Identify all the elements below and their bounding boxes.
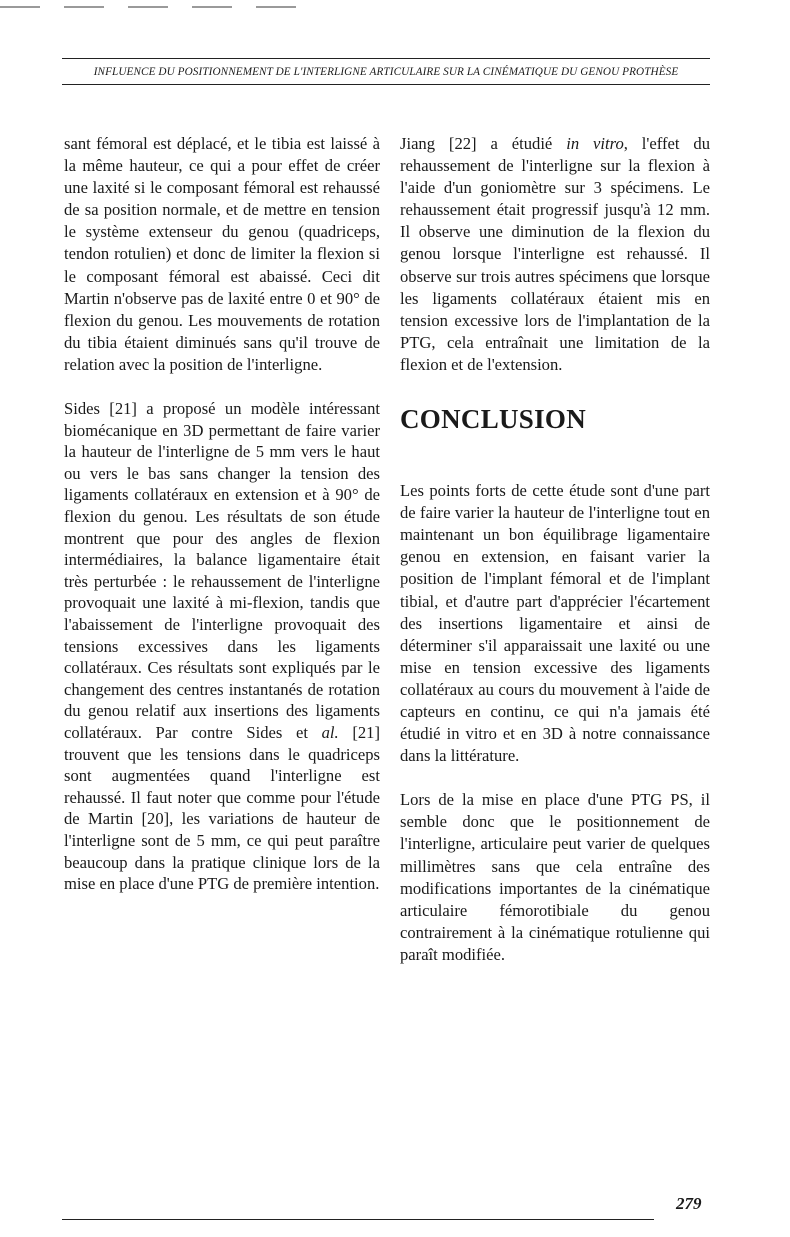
right-column xyxy=(400,133,710,988)
page-number: 279 xyxy=(676,1194,702,1213)
paragraph-text: Jiang [22] a étudié xyxy=(400,134,567,153)
body-paragraph: sant fémoral est déplacé, et le tibia est laissé à la même hauteur, ce qui a pour effet de créer une laxité si le composant fémoral est rehaussé de sa position normale, et de mettre en tension le système extenseur du genou (quadriceps, tendon rotulien) et donc de limiter la flexion si le composant fémoral est abaissé. Ceci dit Martin n'observe pas de laxité entre 0 et 90° de flexion du genou. Les mouvements de rotation du tibia étaient diminués sans qu'il trouve de relation avec la position de l'interligne. xyxy=(64,134,380,374)
body-paragraph xyxy=(400,133,710,376)
header-rule-top xyxy=(62,58,710,59)
section-heading: CONCLUSION xyxy=(400,404,587,435)
italic-term: al. xyxy=(321,722,339,742)
paragraph-text: [21] trouvent que les tensions dans le quadriceps sont augmentées quand l'interligne est rehaussé. Il faut noter que comme pour l'étude de Martin [20], les variations de hauteur de l'interligne sont de 5 mm, ce qui peut paraître beaucoup dans la pratique clinique lors de la mise en place d'une PTG de première intention. xyxy=(64,722,380,894)
body-paragraph: Lors de la mise en place d'une PTG PS, il semble donc que le positionnement de l'interligne, articulaire peut varier de quelques millimètres sans que cela entraîne des modifications importantes de la cinématique articulaire fémorotibiale du genou contrairement à la cinématique rotulienne qui paraît modifiée. xyxy=(400,790,710,964)
paragraph-text: , l'effet du rehaussement de l'interligne sur la flexion à l'aide d'un goniomètre sur 3 spécimens. Le rehaussement était progressif jusqu'à 12 mm. Il observe une diminution de la flexion du genou lorsque l'interligne est rehaussé. Il observe sur trois autres spécimens que lorsque les ligaments collatéraux étaient mis en tension excessive lors de l'implantation de la PTG, cela entraînait une limitation de la flexion et de l'extension. xyxy=(400,134,710,374)
paragraph-text: Sides [21] a proposé un modèle intéressant biomécanique en 3D permettant de faire varier la hauteur de l'interligne de 5 mm vers le haut ou vers le bas sans changer la tension des ligaments collatéraux en extension et à 90° de flexion du genou. Les résultats de son étude montrent que pour des angles de flexion intermédiaires, la balance ligamentaire était très perturbée : le rehaussement de l'interligne provoquait une laxité à mi-flexion, tandis que l'abaissement de l'interligne provoquait des tensions excessives dans les ligaments collatéraux. Ces résultats sont expliqués par le changement des centres instantanés de rotation du genou relatif aux insertions des ligaments collatéraux. Par contre Sides et xyxy=(64,399,380,742)
italic-term: in vitro xyxy=(566,134,624,153)
header-rule-bottom xyxy=(62,84,710,85)
body-paragraph: Les points forts de cette étude sont d'une part de faire varier la hauteur de l'interligne tout en maintenant un bon équilibrage ligamentaire genou en extension, en faisant varier la position de l'implant fémoral et de l'implant tibial, et d'autre part d'apprécier l'écartement des insertions ligamentaire et ainsi de déterminer s'il apparaissait une laxité ou une mise en tension excessive des ligaments collatéraux au cours du mouvement à l'aide de capteurs en continu, ce qui n'a jamais été étudié in vitro et en 3D à notre connaissance dans la littérature. xyxy=(400,481,710,766)
scan-edge-dashes xyxy=(0,6,790,8)
body-paragraph xyxy=(64,398,380,895)
footer-rule xyxy=(62,1219,654,1220)
running-header: INFLUENCE DU POSITIONNEMENT DE L'INTERLIGNE ARTICULAIRE SUR LA CINÉMATIQUE DU GENOU PROTHÈSE xyxy=(93,66,679,78)
left-column xyxy=(64,133,380,917)
